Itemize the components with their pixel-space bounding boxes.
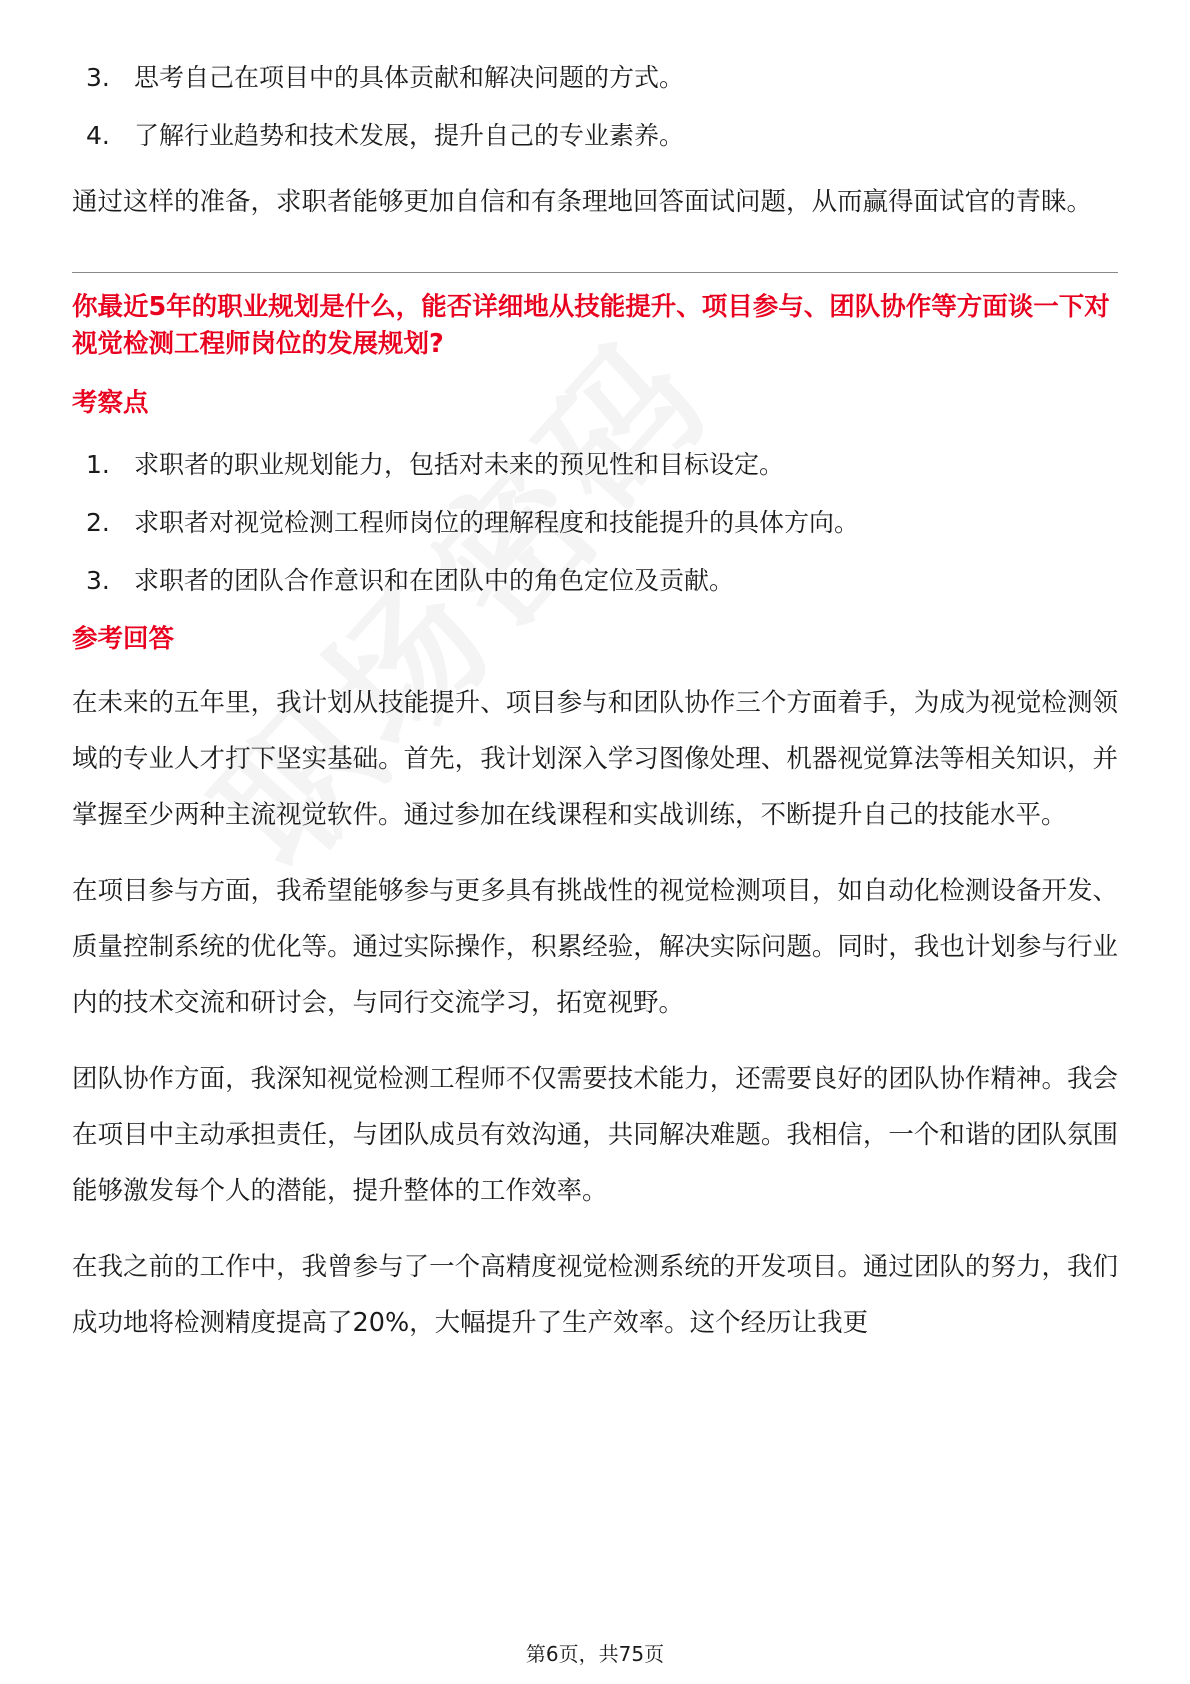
document-page (72, 58, 1118, 1351)
answer-paragraph: 在我之前的工作中，我曾参与了一个高精度视觉检测系统的开发项目。通过团队的努力，我们成功地将检测精度提高了20%，大幅提升了生产效率。这个经历让我更 (72, 1252, 1118, 1338)
list-item (72, 561, 1118, 601)
list-item (72, 116, 1118, 156)
intro-conclusion: 通过这样的准备，求职者能够更加自信和有条理地回答面试问题，从而赢得面试官的青睐。 (72, 187, 1093, 217)
list-text: 求职者对视觉检测工程师岗位的理解程度和技能提升的具体方向。 (134, 508, 860, 537)
list-number: 3. (86, 566, 110, 595)
assessment-list (72, 445, 1118, 601)
answer-paragraph: 在项目参与方面，我希望能够参与更多具有挑战性的视觉检测项目，如自动化检测设备开发、质量控制系统的优化等。通过实际操作，积累经验，解决实际问题。同时，我也计划参与行业内的技术交流和研讨会，与同行交流学习，拓宽视野。 (72, 876, 1118, 1018)
list-text: 了解行业趋势和技术发展，提升自己的专业素养。 (134, 121, 685, 150)
assessment-heading: 考察点 (72, 388, 149, 418)
answer-paragraph: 在未来的五年里，我计划从技能提升、项目参与和团队协作三个方面着手，为成为视觉检测领域的专业人才打下坚实基础。首先，我计划深入学习图像处理、机器视觉算法等相关知识，并掌握至少两种主流视觉软件。通过参加在线课程和实战训练，不断提升自己的技能水平。 (72, 688, 1118, 830)
list-item (72, 503, 1118, 543)
answer-heading: 参考回答 (72, 624, 175, 654)
list-item (72, 445, 1118, 485)
list-number: 1. (86, 450, 110, 479)
section-divider (72, 272, 1118, 273)
answer-paragraph: 团队协作方面，我深知视觉检测工程师不仅需要技术能力，还需要良好的团队协作精神。我会在项目中主动承担责任，与团队成员有效沟通，共同解决难题。我相信，一个和谐的团队氛围能够激发每个人的潜能，提升整体的工作效率。 (72, 1064, 1118, 1206)
list-number: 3. (86, 63, 110, 92)
list-number: 4. (86, 121, 110, 150)
list-text: 求职者的团队合作意识和在团队中的角色定位及贡献。 (134, 566, 735, 595)
list-text: 求职者的职业规划能力，包括对未来的预见性和目标设定。 (134, 450, 785, 479)
list-item (72, 58, 1118, 98)
list-text: 思考自己在项目中的具体贡献和解决问题的方式。 (134, 63, 685, 92)
top-list (72, 58, 1118, 156)
list-number: 2. (86, 508, 110, 537)
question-title: 你最近5年的职业规划是什么，能否详细地从技能提升、项目参与、团队协作等方面谈一下对视觉检测工程师岗位的发展规划? (72, 292, 1110, 359)
page-footer: 第6页，共75页 (525, 1642, 665, 1666)
